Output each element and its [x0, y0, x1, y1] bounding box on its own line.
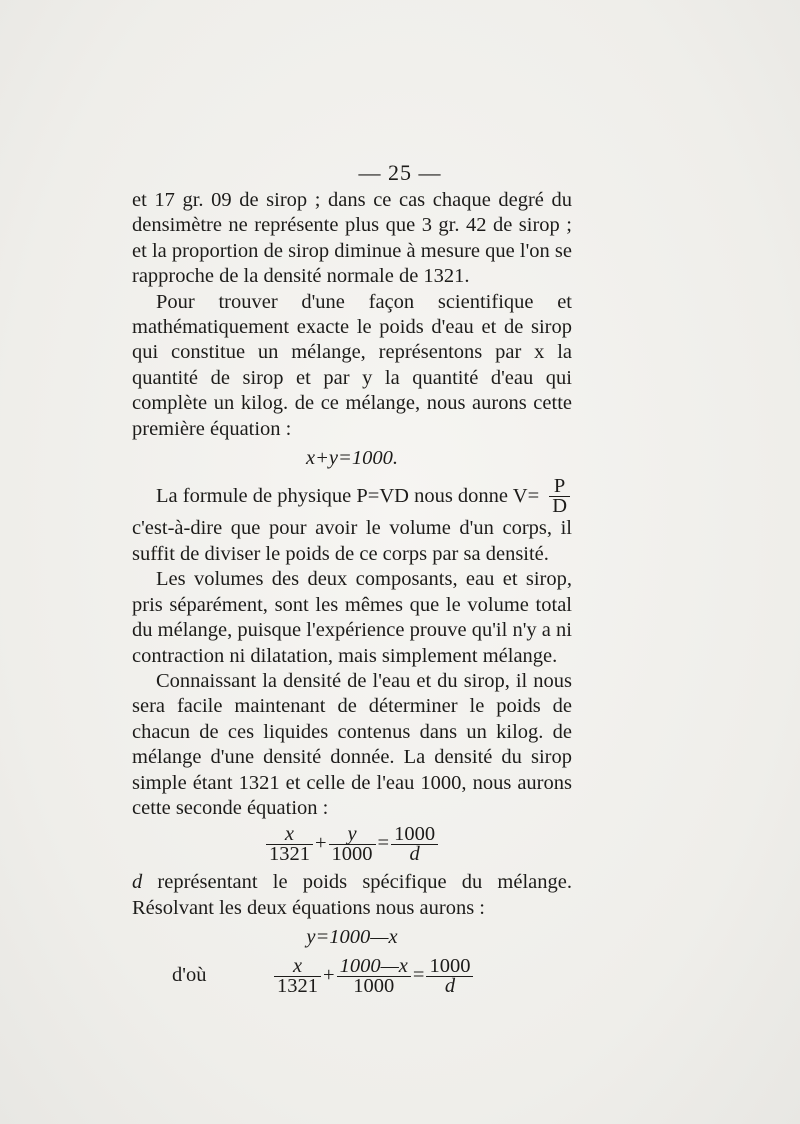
paragraph-4: Les volumes des deux composants, eau et sirop, pris séparément, sont les mêmes que le volume total du mélange, puisque l'expérience prouve qu'il n'y a ni contraction ni dilatation, mais simplement mélange. [132, 568, 572, 667]
paragraph-3-rest: c'est-à-dire que pour avoir le volume d'un corps, il suffit de diviser le poids de ce corps par sa densité. [132, 517, 572, 565]
eq2-fraction-3 [391, 825, 438, 864]
paragraph-5: Connaissant la densité de l'eau et du sirop, il nous sera facile maintenant de déterminer le poids de chacun de ces liquides contenus dans un kilog. de mélange d'une densité donnée. La densité du sirop simple étant 1321 et celle de l'eau 1000, nous aurons cette seconde équation : [132, 669, 572, 819]
equation-4 [272, 954, 475, 997]
equation-1: x+y=1000. [306, 447, 398, 470]
eq4-f3-numerator: 1000 [426, 957, 473, 977]
eq2-equals: = [377, 832, 390, 855]
paragraph-3-start: La formule de physique P=VD nous donne V= [156, 485, 540, 508]
eq4-f1-denominator: 1321 [277, 974, 318, 997]
eq2-f1-denominator: 1321 [268, 843, 310, 866]
eq4-f2-numerator: 1000—x [337, 957, 411, 977]
eq2-fraction-2 [329, 825, 376, 864]
body-text [132, 188, 572, 996]
equation-3: y=1000—x [306, 926, 398, 949]
equation-2 [132, 825, 572, 864]
paragraph-1: et 17 gr. 09 de sirop ; dans ce cas chaque degré du densimètre ne représente plus que 3 gr. 42 de sirop ; et la proportion de sirop diminue à mesure que l'on se rapproche de la densité normale de 1321. [132, 189, 572, 288]
paragraph-6-text: représentant le poids spécifique du mélange. Résolvant les deux équations nous aurons : [132, 871, 572, 919]
fraction-p-over-d [549, 477, 570, 516]
fraction-denominator: D [552, 495, 567, 518]
variable-d: d [132, 871, 143, 894]
eq4-f3-denominator: d [444, 974, 456, 997]
doui-label: d'où [172, 964, 207, 987]
eq4-plus: + [323, 963, 335, 986]
eq4-equals: = [412, 963, 425, 986]
eq4-fraction-2 [337, 954, 411, 997]
paragraph-6 [132, 870, 572, 921]
page-number: — 25 — [358, 160, 442, 185]
fraction-numerator: P [549, 477, 570, 497]
eq4-fraction-1 [274, 954, 321, 997]
eq2-f2-numerator: y [329, 825, 376, 845]
eq4-fraction-3 [426, 954, 473, 997]
paragraph-3-first-line [132, 477, 572, 516]
eq4-f2-denominator: 1000 [353, 974, 395, 997]
eq2-plus: + [314, 832, 327, 855]
eq2-f1-numerator: x [266, 825, 313, 845]
eq2-fraction-1 [266, 825, 313, 864]
paragraph-2: Pour trouver d'une façon scientifique et mathématiquement exacte le poids d'eau et de sirop qui constitue un mélange, représentons par x la quantité de sirop et par y la quantité d'eau qui complète un kilog. de ce mélange, nous aurons cette première équation : [132, 290, 572, 440]
eq2-f3-denominator: d [409, 843, 420, 866]
eq4-f1-numerator: x [274, 957, 321, 977]
eq2-f2-denominator: 1000 [331, 843, 373, 866]
equation-4-line [132, 954, 572, 997]
eq2-f3-numerator: 1000 [391, 825, 438, 845]
